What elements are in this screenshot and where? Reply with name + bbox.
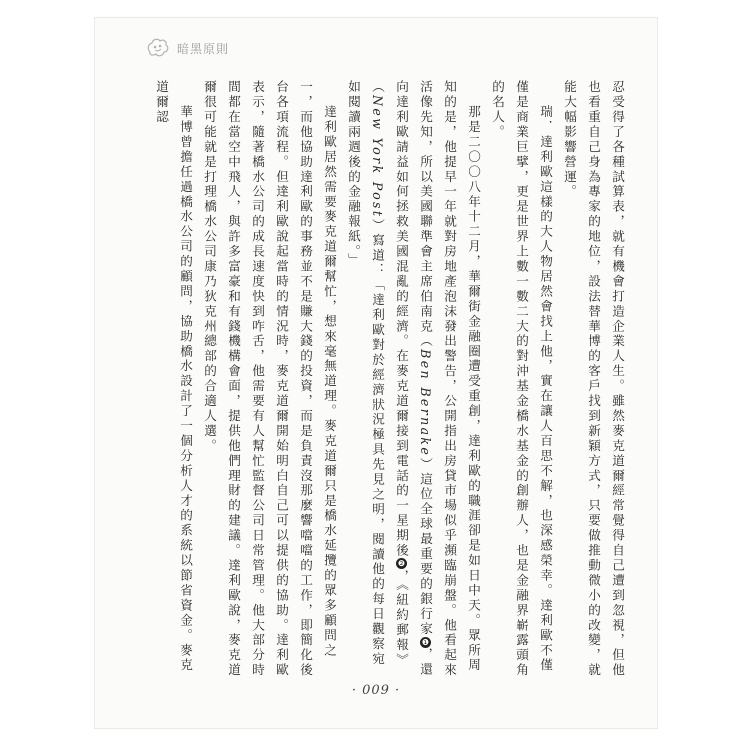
paragraph: 華博曾擔任過橋水公司的顧問，協助橋水設計了一個分析人才的系統以節省資金。麥克道爾認: [154, 80, 193, 674]
page-number: · 009 ·: [351, 683, 401, 698]
footnote-marker: ❷: [397, 559, 406, 569]
english-name: Ben Bernake: [418, 349, 433, 458]
book-page: [95, 18, 657, 728]
book-title: 暗黑原則: [177, 41, 230, 56]
english-name: New York Post: [370, 94, 385, 219]
paragraph-text: 那是二〇〇八年十二月，華爾街金融圈遭受重創，達利歐的職涯卻是如日中天。眾所周知的是，他提早一年就對房地產泡沫發出警告，公開指出房貸市場似乎瀕臨崩盤。他看起來活像先知，所以美國聯準會主席伯南克（: [418, 80, 481, 678]
paragraph: 瑞．達利歐這樣的大人物居然會找上他，實在讓人百思不解，也深感榮幸。達利歐不僅僅是商業巨擘，更是世界上數一數二大的對沖基金橋水基金的創辦人，也是金融界嶄露頭角的名人。: [490, 80, 553, 678]
paragraph-text: ，還向達利歐請益如何拯救美國混亂的經濟。在麥克道爾接到電話的一星期後: [394, 80, 433, 678]
running-header: [145, 36, 229, 60]
paragraph: 達利歐居然需要麥克道爾幫忙，想來毫無道理。麥克道爾只是橋水延攬的眾多顧問之一，而他協助達利歐的事務並不是賺大錢的投資，而是負責沒那麼響噹噹的工作，即簡化後台各項流程。但達利歐說起當時的情況時，麥克道爾開始明白自己可以提供的協助。達利歐表示，隨著橋水公司的成長速度快到咋舌，他需要有人幫忙監督公司日常管理。他大部分時間都在當空中飛人，與許多富豪和有錢機構會面，提供他們理財的建議。達利歐說，麥克道爾很可能就是打理橋水公司康乃狄克州總部的合適人選。: [202, 80, 337, 678]
paragraph-text: ）這位全球最重要的銀行家: [418, 457, 433, 637]
doodle-logo-icon: [145, 36, 171, 60]
body-text: [149, 80, 629, 678]
footnote-marker: ❶: [421, 637, 430, 647]
paragraph: [341, 80, 485, 678]
paragraph: 忍受得了各種試算表，就有機會打造企業人生。雖然麥克道爾經常覺得自己遭到忽視，但他也看重自己身為專家的地位，設法替華博的客戶找到新穎方式，只要做推動微小的改變，就能大幅影響營運。: [562, 80, 625, 678]
paragraph-text: ）寫道：「達利歐對於經濟狀況極具先見之明，閱讀他的每日觀察宛如閱讀兩週後的金融報紙。」: [346, 80, 385, 667]
paragraph-text: ，《紐約郵報》（: [370, 80, 409, 668]
